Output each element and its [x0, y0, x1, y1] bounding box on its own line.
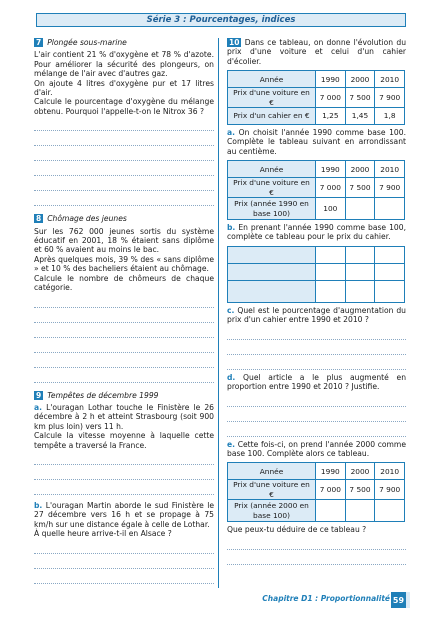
left-column — [34, 38, 214, 596]
exercise-title: Plongée sous-marine — [47, 38, 127, 47]
table-answer-cell[interactable] — [316, 246, 346, 263]
table-cell: 1,25 — [316, 108, 346, 125]
exercise-7 — [34, 38, 214, 206]
table-answer-cell[interactable] — [316, 280, 346, 302]
table-answer-cell[interactable] — [345, 198, 375, 220]
exercise-text: b. L'ouragan Martin aborde le sud Finistère le 27 décembre vers 16 h et se propage à 75 km/h sur une distance égale à celle de Lothar. — [34, 500, 214, 529]
exercise-text: a. L'ouragan Lothar touche le Finistère le 26 décembre à 2 h et atteint Strasbourg (soit 900 km plus loin) vers 11 h. — [34, 402, 214, 431]
table-header-cell: 2000 — [345, 71, 375, 88]
exercise-text: a. On choisit l'année 1990 comme base 100. Complète le tableau suivant en arrondissant au centième. — [227, 128, 406, 156]
table-row-label: Prix d'un cahier en € — [228, 108, 316, 125]
price-table-1 — [227, 70, 405, 125]
table-cell: 7 000 — [316, 178, 346, 198]
answer-lines[interactable] — [34, 539, 214, 584]
table-header-cell: 2010 — [375, 71, 405, 88]
right-column — [227, 38, 406, 565]
question-label: d. — [227, 372, 236, 382]
column-divider — [218, 38, 219, 588]
table-cell: 7 900 — [375, 480, 405, 500]
chapter-footer: Chapitre D1 : Proportionnalité — [262, 594, 390, 603]
exercise-question: Calcule le nombre de chômeurs de chaque catégorie. — [34, 273, 214, 293]
table-cell: 7 000 — [316, 88, 346, 108]
answer-lines[interactable] — [227, 392, 406, 437]
question-label: b. — [34, 500, 43, 510]
exercise-text: Sur les 762 000 jeunes sortis du système éducatif en 2001, 18 % étaient sans diplôme et 60 % avaient au moins le bac. — [34, 226, 214, 255]
question-label: e. — [227, 439, 236, 449]
exercise-text: e. Cette fois-ci, on prend l'année 2000 comme base 100. Complète alors ce tableau. — [227, 439, 406, 458]
series-title: Série 3 : Pourcentages, indices — [146, 15, 296, 25]
table-cell: 7 500 — [345, 480, 375, 500]
table-answer-cell[interactable] — [375, 263, 405, 280]
exercise-question: c. Quel est le pourcentage d'augmentation du prix d'un cahier entre 1990 et 2010 ? — [227, 305, 406, 325]
table-row-label: Prix d'une voiture en € — [228, 480, 316, 500]
table-answer-cell[interactable] — [375, 198, 405, 220]
table-header-cell: 2010 — [375, 463, 405, 480]
table-header-cell: Année — [228, 71, 316, 88]
answer-lines[interactable] — [227, 325, 406, 370]
exercise-number-badge: 9 — [36, 390, 42, 400]
table-cell: 7 000 — [316, 480, 346, 500]
exercise-7-header — [34, 38, 214, 47]
table-cell: 7 900 — [375, 178, 405, 198]
table-header-cell: 2000 — [345, 463, 375, 480]
table-cell: 1,8 — [375, 108, 405, 125]
table-answer-cell[interactable] — [316, 263, 346, 280]
exercise-question: d. Quel article a le plus augmenté en proportion entre 1990 et 2010 ? Justifie. — [227, 372, 407, 392]
table-answer-cell[interactable] — [228, 280, 316, 302]
exercise-question: Que peux-tu déduire de ce tableau ? — [227, 525, 367, 535]
exercise-8 — [34, 214, 214, 382]
answer-lines[interactable] — [34, 450, 214, 495]
price-table-2 — [227, 160, 405, 220]
exercise-text: 10 Dans ce tableau, on donne l'évolution du prix d'une voiture et celui d'un cahier d'écolier. — [227, 38, 407, 66]
exercise-number-badge: 8 — [36, 214, 42, 224]
table-cell: 7 900 — [375, 88, 405, 108]
exercise-number-badge: 7 — [36, 38, 42, 47]
table-header-cell: 2010 — [375, 161, 405, 178]
table-answer-cell[interactable] — [375, 500, 405, 522]
price-table-3 — [227, 462, 405, 522]
page-number: 59 — [391, 592, 406, 608]
table-answer-cell[interactable] — [316, 500, 346, 522]
table-row-label: Prix (année 1990 en base 100) — [228, 198, 316, 220]
page-edge-tab — [406, 592, 410, 608]
question-label: a. — [34, 402, 43, 412]
table-row-label: Prix d'une voiture en € — [228, 178, 316, 198]
answer-lines[interactable] — [34, 116, 214, 206]
table-answer-cell[interactable] — [228, 246, 316, 263]
exercise-text: Après quelques mois, 39 % des « sans diplôme » et 10 % des bacheliers étaient au chômage. — [34, 254, 214, 274]
question-label: b. — [227, 223, 236, 233]
exercise-question: Calcule la vitesse moyenne à laquelle cette tempête a traversé la France. — [34, 431, 214, 450]
table-answer-cell[interactable] — [345, 263, 375, 280]
question-label: c. — [227, 305, 235, 315]
exercise-9-header — [34, 391, 214, 400]
exercise-title: Chômage des jeunes — [47, 214, 127, 224]
table-header-cell: 1990 — [316, 161, 346, 178]
exercise-question: Calcule le pourcentage d'oxygène du mélange obtenu. Pourquoi l'appelle-t-on le Nitrox 36 ? — [34, 97, 214, 116]
exercise-8-header — [34, 214, 214, 223]
series-title-banner — [36, 13, 406, 27]
table-header-cell: Année — [228, 161, 316, 178]
exercise-title: Tempêtes de décembre 1999 — [47, 390, 159, 400]
exercise-text: b. En prenant l'année 1990 comme base 100, complète ce tableau pour le prix du cahier. — [227, 223, 406, 242]
answer-lines[interactable] — [34, 293, 214, 383]
table-answer-cell[interactable] — [375, 246, 405, 263]
table-answer-cell[interactable] — [345, 280, 375, 302]
table-cell: 7 500 — [345, 178, 375, 198]
table-header-cell: 1990 — [316, 463, 346, 480]
table-row-label: Prix d'une voiture en € — [228, 88, 316, 108]
exercise-text: L'air contient 21 % d'oxygène et 78 % d'azote. Pour améliorer la sécurité des plongeurs, on mélange de l'air avec d'autres gaz. — [34, 50, 214, 79]
table-answer-cell[interactable] — [345, 500, 375, 522]
table-answer-cell[interactable] — [228, 263, 316, 280]
table-answer-cell[interactable] — [375, 280, 405, 302]
exercise-text: On ajoute 4 litres d'oxygène pur et 17 litres d'air. — [34, 78, 214, 98]
exercise-question: À quelle heure arrive-t-il en Alsace ? — [34, 529, 172, 539]
table-cell: 1,45 — [345, 108, 375, 125]
table-answer-cell[interactable] — [345, 246, 375, 263]
table-row-label: Prix (année 2000 en base 100) — [228, 500, 316, 522]
blank-table — [227, 246, 405, 303]
exercise-number-badge: 10 — [229, 38, 240, 47]
table-cell: 7 500 — [345, 88, 375, 108]
exercise-10 — [227, 38, 406, 565]
table-header-cell: Année — [228, 463, 316, 480]
exercise-9 — [34, 391, 214, 584]
table-header-cell: 1990 — [316, 71, 346, 88]
table-header-cell: 2000 — [345, 161, 375, 178]
table-cell: 100 — [316, 198, 346, 220]
answer-lines[interactable] — [227, 535, 406, 565]
question-label: a. — [227, 128, 236, 138]
